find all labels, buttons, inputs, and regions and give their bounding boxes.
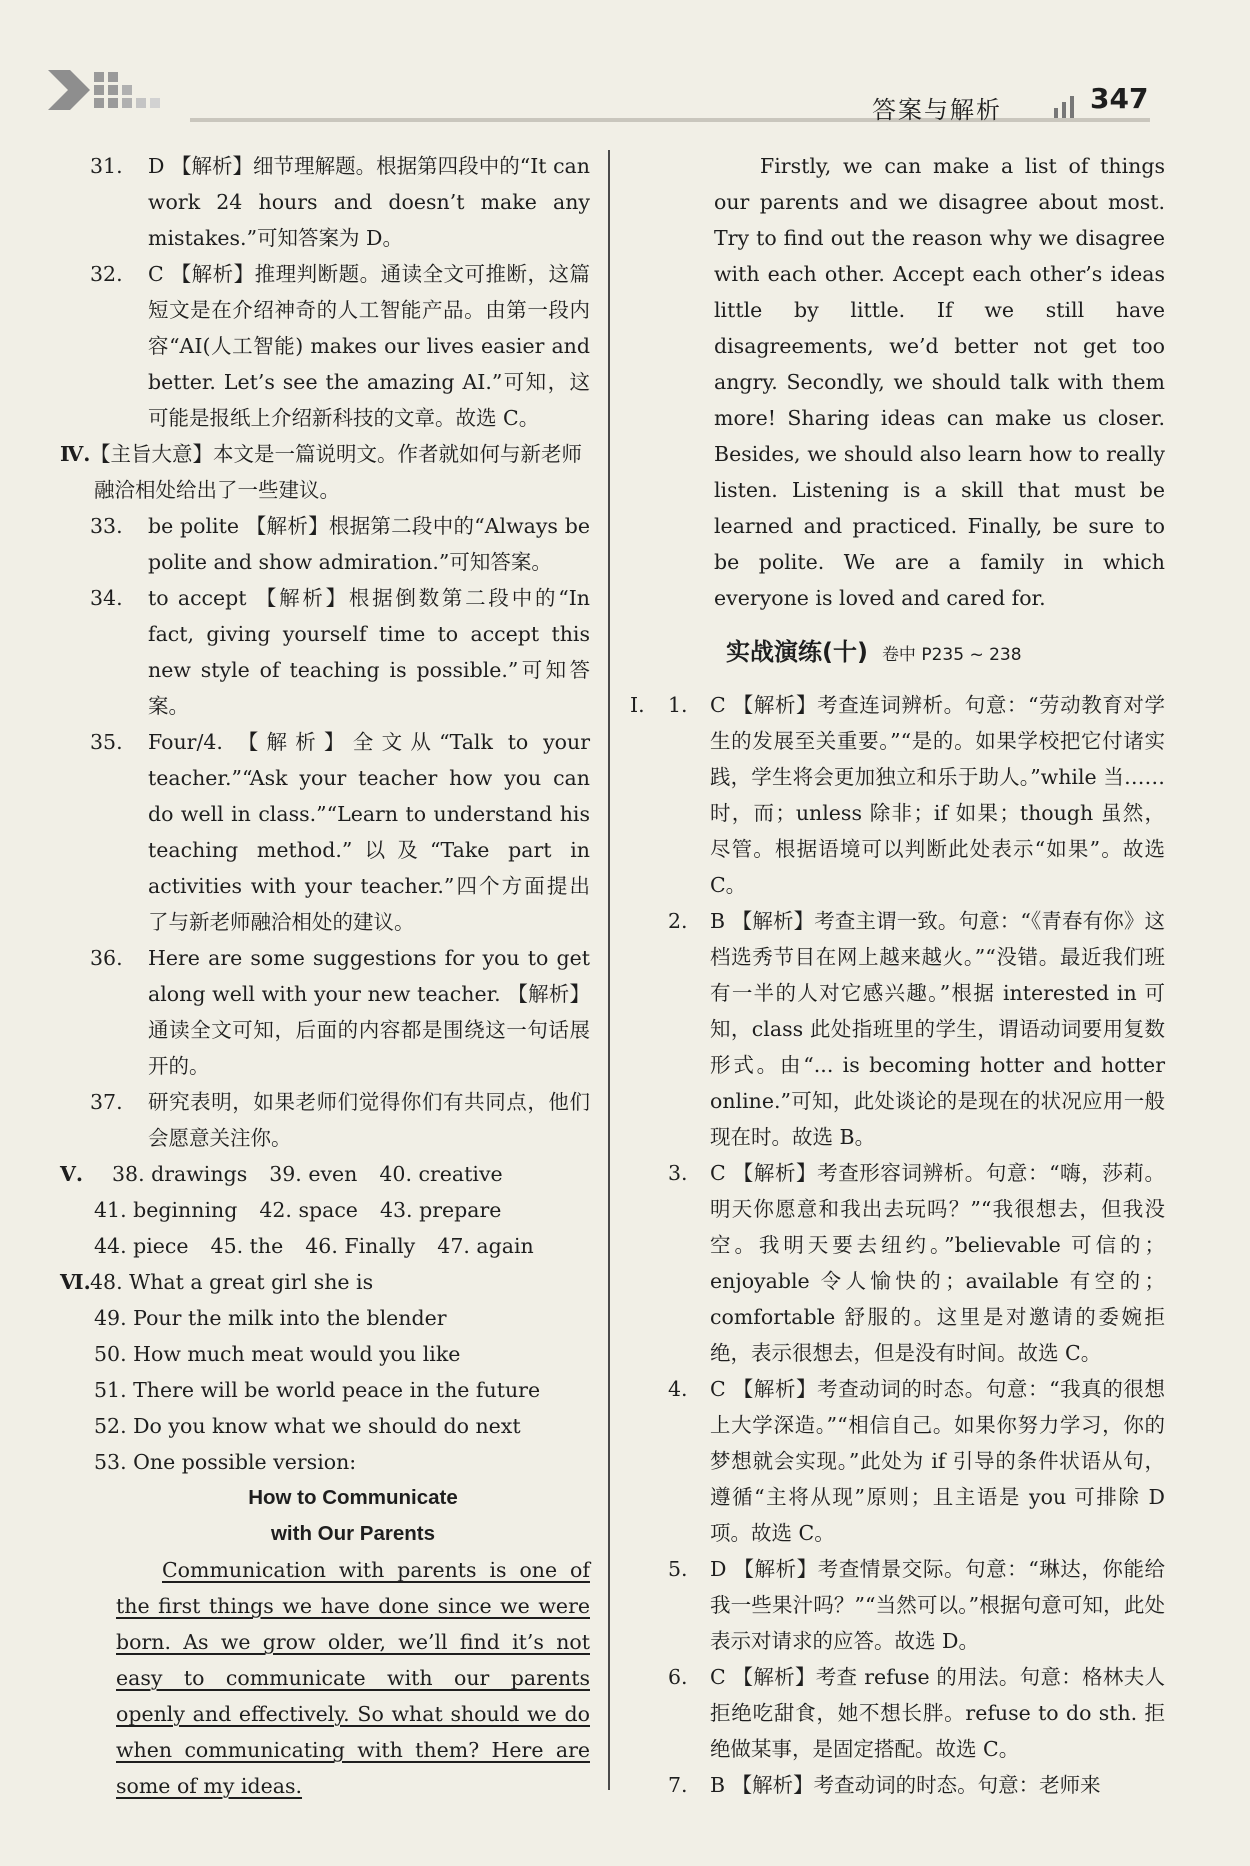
- page-header: [0, 0, 1250, 140]
- answer-item: 2. B 【解析】考查主谓一致。句意：“《青春有你》这档选秀节目在网上越来越火。”“没错。最近我们班有一半的人对它感兴趣。”根据 interested in 可知，class 此处指班里的学生，谓语动词要用复数形式。由“... is becoming hotter and hotter online.”可知，此处谈论的是现在的状况应用一般现在时。故选 B。: [668, 909, 1165, 1149]
- left-column: [60, 148, 590, 1804]
- answer-item: 32. C 【解析】推理判断题。通读全文可推断，这篇短文是在介绍神奇的人工智能产品。由第一段内容“AI(人工智能) makes our lives easier and better. Let’s see the amazing AI.”可知，这可能是报纸上介绍新科技的文章。故选 C。: [90, 262, 590, 430]
- answer-item: 5. D 【解析】考查情景交际。句意：“琳达，你能给我一些果汁吗？”“当然可以。”根据句意可知，此处表示对请求的应答。故选 D。: [668, 1557, 1165, 1653]
- answer-line: 50. How much meat would you like: [94, 1342, 461, 1366]
- answer-item: 4. C 【解析】考查动词的时态。句意：“我真的很想上大学深造。”“相信自己。如果你努力学习，你的梦想就会实现。”此处为 if 引导的条件状语从句，遵循“主将从现”原则；且主语是 you 可排除 D 项。故选 C。: [668, 1377, 1165, 1545]
- answer-item: 31. D 【解析】细节理解题。根据第四段中的“It can work 24 hours and doesn’t make any mistakes.”可知答案为 D。: [90, 154, 590, 250]
- header-title: 答案与解析: [872, 96, 1002, 124]
- right-column: [630, 148, 1165, 1803]
- column-divider: [608, 150, 610, 1790]
- essay-paragraph: Firstly, we can make a list of things our parents and we disagree about most. Try to find out the reason why we disagree with each other. Accept each other’s ideas little by little. If we still have disagreements, we’d better not get too angry. Secondly, we should talk with them more! Sharing ideas can make us closer. Besides, we should also learn how to really listen. Listening is a skill that must be learned and practiced. Finally, be sure to be polite. We are a family in which everyone is loved and cared for.: [714, 154, 1165, 610]
- answer-item: 6. C 【解析】考查 refuse 的用法。句意：格林夫人拒绝吃甜食，她不想长胖。refuse to do sth. 拒绝做某事，是固定搭配。故选 C。: [668, 1665, 1165, 1761]
- header-rule: [190, 118, 1150, 122]
- section-vi: Ⅵ.48. What a great girl she is: [60, 1270, 374, 1294]
- header-bars-icon: [1052, 94, 1082, 118]
- logo-arrow-icon: [48, 70, 188, 110]
- essay-title: with Our Parents: [270, 1522, 436, 1545]
- answer-row: 44. piece 45. the 46. Finally 47. again: [94, 1234, 534, 1258]
- answer-item: 36. Here are some suggestions for you to get along well with your new teacher. 【解析】通读全文可知，后面的内容都是围绕这一句话展开的。: [90, 946, 590, 1078]
- answer-item: 33. be polite 【解析】根据第二段中的“Always be polite and show admiration.”可知答案。: [90, 514, 590, 574]
- page-number: 347: [1090, 82, 1149, 115]
- answer-line: 53. One possible version:: [94, 1450, 357, 1474]
- answer-item: 7. B 【解析】考查动词的时态。句意：老师来: [668, 1773, 1101, 1797]
- answer-line: 52. Do you know what we should do next: [94, 1414, 521, 1438]
- answer-line: 49. Pour the milk into the blender: [94, 1306, 447, 1330]
- essay-paragraph: Communication with parents is one of the first things we have done since we were born. As we grow older, we’ll find it’s not easy to communicate with our parents openly and effectively. So what should we do when communicating with them? Here are some of my ideas.: [116, 1558, 590, 1798]
- essay-title: How to Communicate: [248, 1486, 458, 1509]
- answer-item: 35. Four/4. 【解析】全文从“Talk to your teacher.”“Ask your teacher how you can do well in class.”“Learn to understand his teaching method.”以及“Take part in activities with your teacher.”四个方面提出了与新老师融洽相处的建议。: [90, 730, 590, 934]
- answer-row: 41. beginning 42. space 43. prepare: [94, 1198, 502, 1222]
- answer-item: Ⅰ. 1. C 【解析】考查连词辨析。句意：“劳动教育对学生的发展至关重要。”“是的。如果学校把它付诸实践，学生将会更加独立和乐于助人。”while 当……时，而；unless 除非；if 如果；though 虽然，尽管。根据语境可以判断此处表示“如果”。故选 C。: [630, 693, 1165, 897]
- answer-item: 37. 研究表明，如果老师们觉得你们有共同点，他们会愿意关注你。: [90, 1090, 590, 1150]
- essay-block: [90, 1480, 590, 1804]
- section-iv: Ⅳ.【主旨大意】本文是一篇说明文。作者就如何与新老师融洽相处给出了一些建议。: [60, 442, 582, 502]
- section-heading: 实战演练(十) 卷中 P235 ~ 238: [726, 638, 1022, 666]
- section-v: Ⅴ. 38. drawings 39. even 40. creative: [60, 1162, 503, 1186]
- answer-line: 51. There will be world peace in the future: [94, 1378, 541, 1402]
- answer-item: 3. C 【解析】考查形容词辨析。句意：“嗨，莎莉。明天你愿意和我出去玩吗？”“我很想去，但我没空。我明天要去纽约。”believable 可信的；enjoyable 令人愉快的；available 有空的；comfortable 舒服的。这里是对邀请的委婉拒绝，表示很想去，但是没有时间。故选 C。: [668, 1161, 1165, 1365]
- answer-item: 34. to accept 【解析】根据倒数第二段中的“In fact, giving yourself time to accept this new style of teaching is possible.”可知答案。: [90, 586, 590, 718]
